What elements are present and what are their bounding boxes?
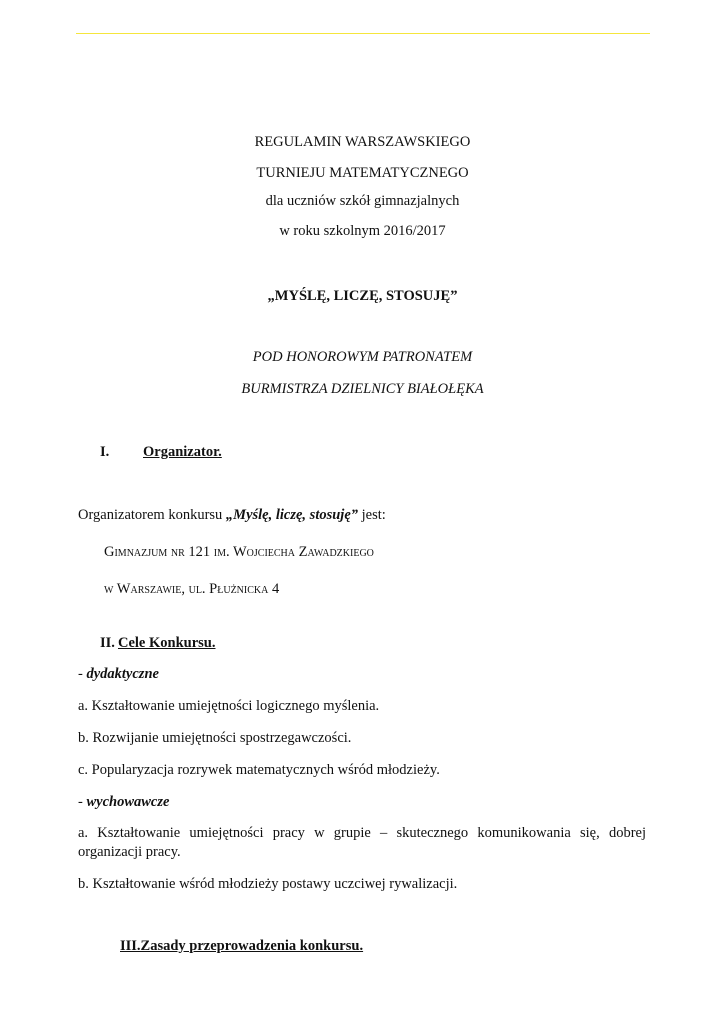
motto: „MYŚLĘ, LICZĘ, STOSUJĘ” [267, 288, 458, 304]
title-line-4: w roku szkolnym 2016/2017 [279, 223, 446, 239]
section-1-heading: Organizator. [143, 444, 222, 460]
section-3-heading: III.Zasady przeprowadzenia konkursu. [120, 938, 364, 954]
organizer-address: w Warszawie, ul. Płużnicka 4 [104, 581, 280, 597]
goal-item-a: a. Kształtowanie umiejętności logicznego myślenia. [78, 698, 380, 714]
title-line-3: dla uczniów szkół gimnazjalnych [265, 193, 460, 209]
patronage-line-1: POD HONOROWYM PATRONATEM [252, 349, 473, 365]
goal-item-b: b. Rozwijanie umiejętności spostrzegawczości. [78, 730, 352, 746]
section-1-number: I. [100, 444, 110, 460]
patronage-line-2: BURMISTRZA DZIELNICY BIAŁOŁĘKA [241, 381, 484, 397]
organizer-intro-after: jest: [358, 507, 386, 523]
contest-name: „Myślę, liczę, stosuję” [225, 507, 359, 523]
organizer-intro [78, 506, 386, 524]
goal-item-2a-line-2: organizacji pracy. [78, 844, 181, 860]
goal-group-didactic [78, 665, 159, 683]
title-line-1: REGULAMIN WARSZAWSKIEGO [254, 134, 471, 150]
organizer-intro-before: Organizatorem konkursu [78, 507, 226, 523]
goal-group-dash: - [78, 666, 87, 682]
goal-item-2b: b. Kształtowanie wśród młodzieży postawy uczciwej rywalizacji. [78, 876, 458, 892]
goal-item-c: c. Popularyzacja rozrywek matematycznych wśród młodzieży. [78, 762, 440, 778]
goal-group-educational [78, 793, 169, 811]
organizer-name: Gimnazjum nr 121 im. Wojciecha Zawadzkiego [104, 544, 374, 560]
section-2-number: II. [100, 635, 115, 651]
header-rule [76, 33, 650, 34]
title-line-2: TURNIEJU MATEMATYCZNEGO [256, 165, 469, 181]
goal-item-2a-line-1: a. Kształtowanie umiejętności pracy w grupie – skutecznego komunikowania się, dobrej [78, 825, 646, 841]
section-2-heading: Cele Konkursu. [118, 635, 216, 651]
goal-group-label: wychowawcze [86, 794, 170, 810]
goal-group-label: dydaktyczne [86, 666, 159, 682]
goal-group-dash: - [78, 794, 87, 810]
